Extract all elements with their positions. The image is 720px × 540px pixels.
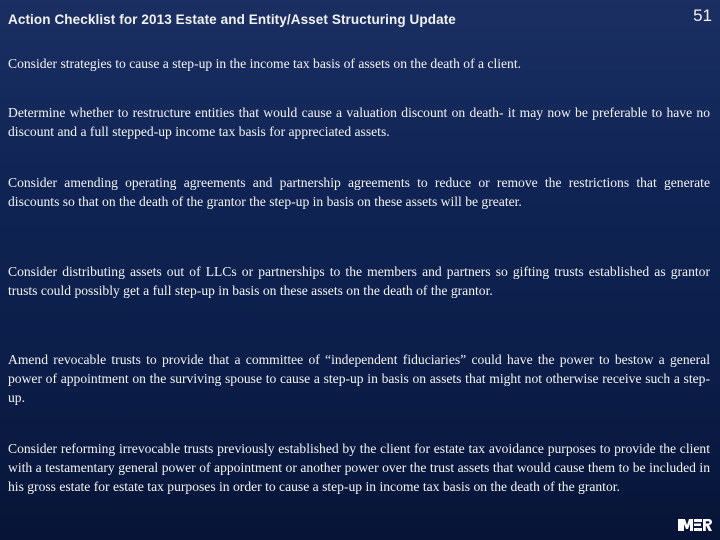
checklist-item-step-up-strategies: Consider strategies to cause a step-up in the income tax basis of assets on the death of a client. <box>8 56 522 71</box>
checklist-item-amend-agreements: Consider amending operating agreements and partnership agreements to reduce or remove the restrictions that generate discounts so that on the death of the grantor the step-up in basis on these assets will be greater. <box>8 175 710 210</box>
checklist-item-distribute-assets: Consider distributing assets out of LLCs or partnerships to the members and partners so gifting trusts established as grantor trusts could possibly get a full step-up in basis on these assets on the death of the grantor. <box>8 264 710 299</box>
page-number: 51 <box>693 6 712 25</box>
mer-logo-icon <box>678 516 712 532</box>
slide-body <box>8 54 710 495</box>
checklist-item-restructure-entities: Determine whether to restructure entities that would cause a valuation discount on death- it may now be preferable to have no discount and a full stepped-up income tax basis for appreciated assets. <box>8 105 710 140</box>
slide-title: Action Checklist for 2013 Estate and Entity/Asset Structuring Update <box>8 12 456 27</box>
checklist-item-amend-revocable-trusts: Amend revocable trusts to provide that a committee of “independent fiduciaries” could have the power to bestow a general power of appointment on the surviving spouse to cause a step-up in basis on assets that might not otherwise receive such a step-up. <box>8 352 710 406</box>
checklist-item-reform-irrevocable-trusts: Consider reforming irrevocable trusts previously established by the client for estate tax avoidance purposes to provide the client with a testamentary general power of appointment or another power over the trust assets that would cause them to be included in his gross estate for estate tax purposes in order to cause a step-up in income tax basis on the death of the grantor. <box>8 441 710 495</box>
